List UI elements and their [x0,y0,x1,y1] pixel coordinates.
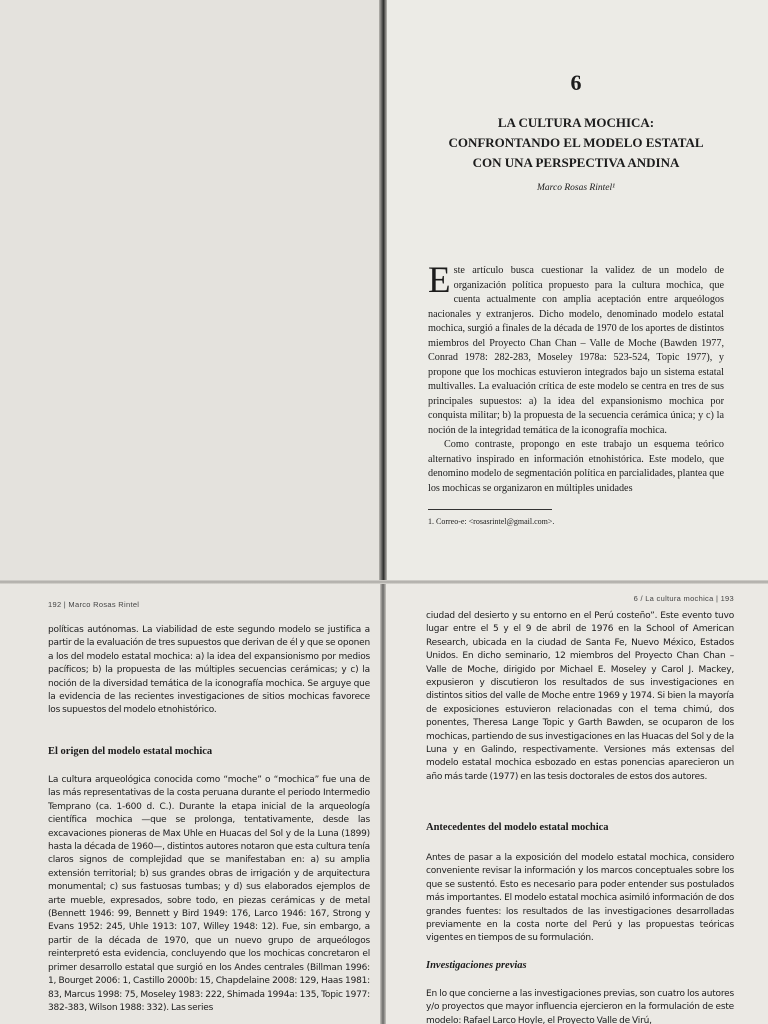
book-spine-shadow [379,0,387,582]
section-heading: El origen del modelo estatal mochica [48,746,213,757]
paragraph: políticas autónomas. La viabilidad de este segundo modelo se justifica a partir de la evaluación de tres supuestos que derivan de él y que se oponen a los del modelo estatal mochica: a) la idea del expansionismo por medios pacíficos; b) la propuesta de las múltiples secuencias cerámicas; y c) la noción de la diversidad temática de la iconografía mochica. Se arguye que la evidencia de las recientes investigaciones de sitios mochicas favorece los supuestos del modelo etnohistórico. [48,625,370,716]
chapter-number: 6 [570,70,582,95]
intro-paragraph-2: Como contraste, propongo en este trabajo un esquema teórico alternativo inspirado en información etnohistórica. Este modelo, que denomino modelo de segmentación política en parcialidades, plantea que los mochicas se organizaron en múltiples unidades [428,439,724,494]
running-head-right: 6 / La cultura mochica | 193 [633,594,734,603]
top-left-blank-page [0,0,382,582]
author-name: Marco Rosas Rintel¹ [537,183,615,193]
page-193 [384,582,768,1024]
chapter-title-line-3: CON UNA PERSPECTIVA ANDINA [472,155,680,170]
running-head-left: 192 | Marco Rosas Rintel [48,600,140,609]
chapter-title-line-1: LA CULTURA MOCHICA: [497,115,655,130]
footnote: 1. Correo-e: <rosasrintel@gmail.com>. [428,517,555,526]
paragraph: La cultura arqueológica conocida como “moche” o “mochica” fue una de las más representativas de la costa peruana durante el periodo Intermedio Temprano (ca. 1-600 d. C.). Durante la etapa inicial de la arqueología científica mochica —que se prolonga, tentativamente, desde las excavaciones pioneras de Max Uhle en Huacas del Sol y de la Luna (1899) hasta la década de 1960—, distintos autores notaron que esta cultura tenía claros signos de complejidad que se manifestaban en: a) su amplia extensión territorial; b) sus grandes obras de irrigación y de arquitectura monumental; c) sus fastuosas tumbas; y d) sus elaborados ejemplos de arte mueble, expresados, sobre todo, en piezas cerámicas y de metal (Bennett 1946: 99, Bennett y Bird 1949: 176, Larco 1946: 167, Strong y Evans 1952: 245, Uhle 1913: 107, Willey 1948: 12). Fue, sin embargo, a partir de la década de 1970, que un nuevo grupo de arqueólogos reinterpretó esta evidencia, concluyendo que los mochicas concretaron el primer desarrollo estatal que surgió en los Andes centrales (Billman 1996: 1, Bourget 2006: 1, Castillo 2000b: 15, Chapdelaine 2008: 129, Haas 1981: 83, Marcus 1998: 75, Moseley 1983: 222, Shimada 1994a: 135, Topic 1977: 382-383, Wilson 1988: 332). Las series [48,775,370,1013]
intro-paragraph-1 [428,260,724,438]
page-192 [0,582,382,1024]
footnote-divider [428,509,552,510]
chapter-title [404,113,748,173]
paragraph: Antes de pasar a la exposición del modelo estatal mochica, considero conveniente revisar la información y los marcos conceptuales sobre los que se sustentó. Esto es necesario para poder entender sus postulados más importantes. El modelo estatal mochica asimiló información de dos grandes fuentes: los resultados de las investigaciones desarrolladas previamente en la costa norte del Perú y las propuestas teóricas vigentes en tiempos de su formulación. [426,853,734,944]
paragraph: En lo que concierne a las investigaciones previas, son cuatro los autores y/o proyectos que mayor influencia ejercieron en la formulación de este modelo: Rafael Larco Hoyle, el Proyecto Valle de Virú, [426,989,734,1024]
paragraph: ciudad del desierto y su entorno en el Perú costeño”. Este evento tuvo lugar entre el 5 y el 9 de abril de 1976 en la School of American Research, ubicada en la ciudad de Santa Fe, Nuevo México, Estados Unidos. En dicho seminario, 12 miembros del Proyecto Chan Chan – Valle de Moche, dirigido por Michael E. Moseley y Carol J. Mackey, expusieron y discutieron los resultados de sus investigaciones en distintos sitios del valle de Moche entre 1969 y 1974. Si bien la mayoría de exposiciones estuvieron relacionadas con el tema chimú, dos ponentes, Theresa Lange Topic y Garth Bawden, se ocuparon de los mochicas, partiendo de sus investigaciones en las Huacas del Sol y de la Luna y en Galindo, respectivamente. Versiones más extensas del modelo estatal mochica esbozado en estas ponencias aparecieron un año más tarde (1977) en las tesis doctorales de estos dos autores. [426,611,734,782]
intro-paragraph-1-text: ste artículo busca cuestionar la validez de un modelo de organización política propuesto para la cultura mochica, que cuenta actualmente con amplia aceptación entre arqueólogos nacionales y extranjeros. Dicho modelo, denominado modelo estatal mochica, surgió a finales de la década de 1970 de los aportes de distintos miembros del Proyecto Chan Chan – Valle de Moche (Bawden 1977, Conrad 1978: 282-283, Moseley 1978a: 523-524, Topic 1977), y propone que los mochicas estuvieron integrados bajo un sistema estatal multivalles. La evaluación crítica de este modelo se centra en tres de sus principales supuestos: a) la idea del expansionismo mochica por conquista militar; b) la propuesta de la secuencia cerámica única; y c) la noción de la integridad temática de la iconografía mochica. [428,265,724,436]
chapter-opening-page [384,0,768,582]
book-spine-shadow [380,582,386,1024]
scan-divider [0,580,768,584]
section-heading: Antecedentes del modelo estatal mochica [426,822,609,833]
subsection-heading: Investigaciones previas [426,960,527,971]
chapter-title-line-2: CONFRONTANDO EL MODELO ESTATAL [448,135,704,150]
intro-text [428,260,724,496]
drop-cap: E [428,260,451,301]
